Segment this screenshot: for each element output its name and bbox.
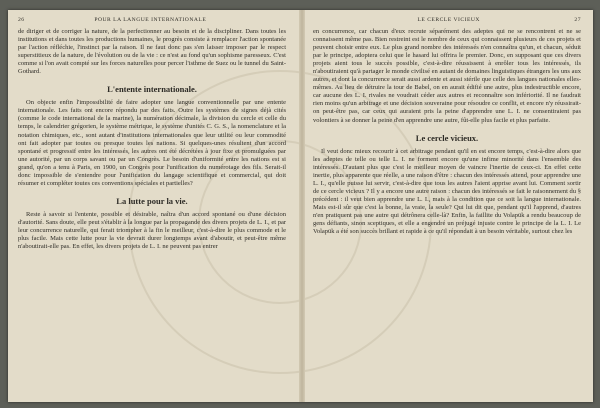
left-page <box>18 16 286 396</box>
paragraph: de diriger et de corriger la nature, de la perfectionner au besoin et de la discipliner. Dans toutes les institutions et dans toutes les productions humaines, le progrès consiste à remplacer l'action spontanée par l'action réfléchie, l'instinct par la raison. Il ne faut donc pas s'en laisser imposer par le respect superstitieux de la nature, de l'évolution ou de la vie : ce n'est au fond qu'un sophisme paresseux. C'est comme si l'on avait compté sur les forces naturelles pour percer l'isthme de Suez ou le tunnel du Saint-Gothard. <box>18 28 286 76</box>
page-gutter <box>299 10 305 402</box>
running-title: LE CERCLE VICIEUX <box>417 17 480 23</box>
paragraph: en concurrence, car chacun d'eux recrute séparément des adeptes qui ne se rencontrent et ne se connaissent même pas. Bien restreint est le nombre de ceux qui connaissent plusieurs de ces projets et peuvent choisir entre eux. Le plus grand nombre des intéressés n'en connaîtra qu'un, et chacun, séduit par le principe, adoptera celui que le hasard lui offrira le premier. Donc, en supposant que ces divers projets aient tous le succès possible, c'est-à-dire réussissent à enrôler tous les intéressés, ils n'aboutiraient qu'à partager le monde civilisé en autant de domaines linguistiques étrangers les uns aux autres, et dont la concurrence serait aussi ardente et aussi stérile que celle des langues nationales elles-mêmes. Au lieu de détruire la tour de Babel, on en aurait édifié une autre, plus indestructible encore, car aucune des L. I. rivales ne voudrait céder aux autres et reconnaître son infériorité. Il ne faudrait rien moins qu'un arbitrage et une décision souveraine pour résoudre ce conflit, et encore n'y réussirait-on peut-être pas, car ceux qui auraient pris la peine d'apprendre une L. I. ne consentiraient pas volontiers à se donner la peine d'en apprendre une autre, fût-elle plus facile et plus parfaite. <box>313 28 581 124</box>
paragraph: Reste à savoir si l'entente, possible et désirable, naîtra d'un accord spontané ou d'une décision d'autorité. Sans doute, elle peut s'établir à la longue par la propagande des divers projets de L. I., et par leur concurrence naturelle, qui ferait triompher à la fin le meilleur, c'est-à-dire le plus commode et le plus facile. Mais cette lutte pour la vie devrait durer longtemps avant d'aboutir, et peut-être même n'aboutirait-elle pas. En effet, les divers projets de L. I. ne peuvent pas entrer <box>18 210 286 251</box>
section-heading: L'entente internationale. <box>107 84 197 95</box>
running-title: POUR LA LANGUE INTERNATIONALE <box>94 17 207 23</box>
paragraph: On objecte enfin l'impossibilité de faire adopter une langue conventionnelle par une entente internationale. Les faits ont encore répondu par des faits. Outre les systèmes de signes déjà cités (comme le code international de la marine), la numération décimale, la division du cercle et celle du temps, le calendrier grégorien, le système métrique, le système d'unités C. G. S., la nomenclature et la notation chimiques, etc., sont autant d'institutions internationales que leur utilité ou leur commodité ont fait adopter par toutes ou presque toutes les nations. Si quelques-unes résultent d'un accord spontané et progressif entre les intéressés, les autres ont été décrétées à jour fixe et promulguées par une autorité, par un corps savant ou par un Congrès. Le besoin d'uniformité entre les nations est si grand, qu'on a tenu à Paris, en 1900, un Congrès pour l'unification du numérotage des fils. Serait-il donc impossible de s'entendre pour l'unification du langage scientifique et commercial, qui doit résumer et compléter toutes ces conventions spéciales et partielles? <box>18 99 286 187</box>
section-heading: La lutte pour la vie. <box>116 195 188 206</box>
section-heading: Le cercle vicieux. <box>415 132 479 143</box>
page-text <box>18 28 286 251</box>
page-text <box>313 28 581 236</box>
running-head <box>313 16 581 26</box>
running-head <box>18 16 286 26</box>
page-number: 27 <box>574 17 581 23</box>
book-spread <box>8 10 593 402</box>
right-page <box>313 16 581 396</box>
page-number: 26 <box>18 17 25 23</box>
paragraph: Il veut donc mieux recourir à cet arbitrage pendant qu'il en est encore temps, c'est-à-dire alors que les adeptes de telle ou telle L. I. ne forment encore qu'une infime minorité dans l'ensemble des intéressés. D'autant plus que c'est le meilleur moyen de vaincre l'inertie de ceux-ci. En effet cette inertie, plus apparente que réelle, a une raison d'être : chacun des intéressés attend, pour apprendre une L. I., qu'elle puisse lui servir, c'est-à-dire que tous les autres l'aient apprise avant lui. Comment sortir de ce cercle vicieux ? Il y a encore une autre raison : chacun des intéressés se fait le raisonnement du § précédent : il veut bien apprendre une L. I., mais à la condition que ce soit la langue internationale. Mais est-il sûr que c'est la bonne, la vraie, la seule? Qui lui dit que, pendant qu'il l'apprend, d'autres n'en pratiquent pas une autre qui détrônera celle-là? Enfin, la faillite du Volapük a rendu beaucoup de gens défiants, sinon sceptiques, et elle a engendré un préjugé injuste contre le principe de la L. I. Le Volapük a été son succès brillant et rapide à ce qu'il répondait à un besoin véritable, surtout chez les <box>313 147 581 236</box>
